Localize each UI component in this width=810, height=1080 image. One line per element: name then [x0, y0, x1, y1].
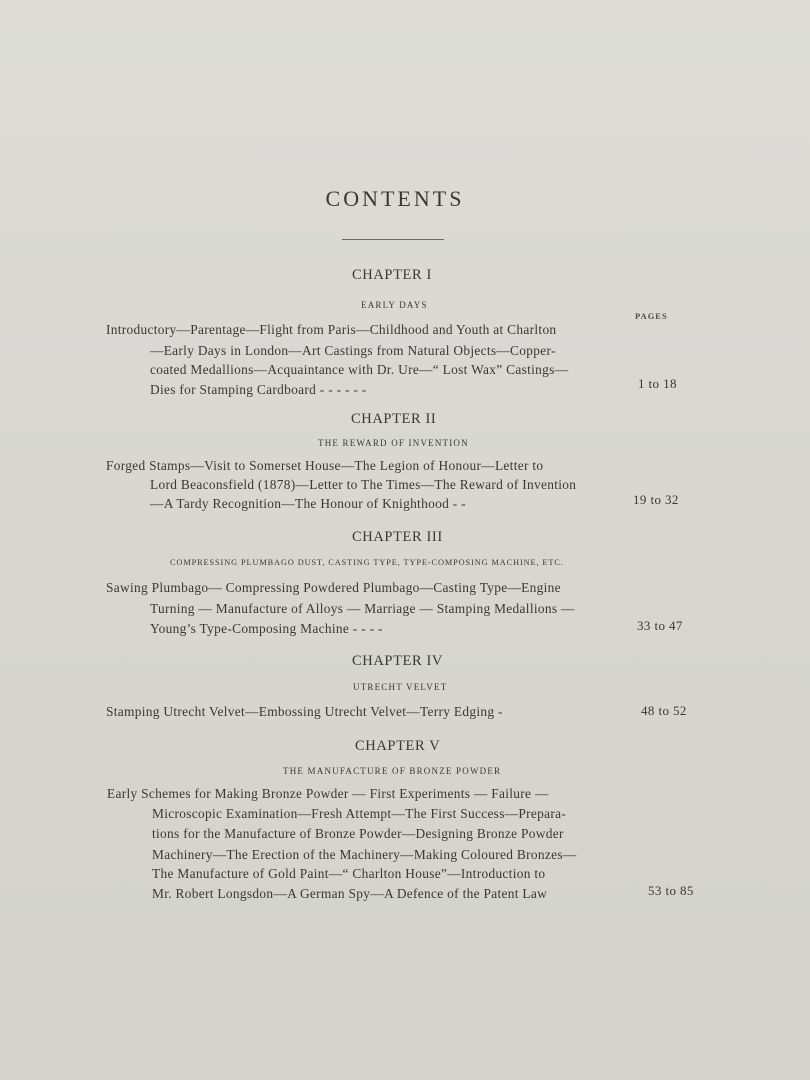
chapter-4-title: UTRECHT VELVET	[353, 682, 448, 692]
chapter-5-line-4: Machinery—The Erection of the Machinery—Making Coloured Bronzes—	[152, 847, 577, 862]
chapter-3-pages: 33 to 47	[637, 618, 683, 633]
chapter-1-line-4: Dies for Stamping Cardboard - - - - - -	[150, 382, 367, 397]
chapter-1-title: EARLY DAYS	[361, 300, 428, 310]
chapter-3-line-1: Sawing Plumbago— Compressing Powdered Plumbago—Casting Type—Engine	[106, 580, 561, 595]
heading-rule	[342, 239, 444, 240]
chapter-1-pages: 1 to 18	[638, 376, 677, 391]
chapter-3-line-2: Turning — Manufacture of Alloys — Marriage — Stamping Medallions —	[150, 601, 575, 616]
chapter-4-pages: 48 to 52	[641, 703, 687, 718]
chapter-5-pages: 53 to 85	[648, 883, 694, 898]
chapter-2-line-1: Forged Stamps—Visit to Somerset House—The Legion of Honour—Letter to	[106, 458, 544, 473]
chapter-4-line-1: Stamping Utrecht Velvet—Embossing Utrecht Velvet—Terry Edging -	[106, 704, 503, 719]
chapter-4-heading: CHAPTER IV	[352, 653, 443, 669]
chapter-1-line-2: —Early Days in London—Art Castings from Natural Objects—Copper-	[150, 343, 556, 358]
chapter-2-line-3: —A Tardy Recognition—The Honour of Knighthood - -	[150, 496, 466, 511]
chapter-2-pages: 19 to 32	[633, 492, 679, 507]
chapter-5-heading: CHAPTER V	[355, 738, 441, 754]
chapter-5-line-6: Mr. Robert Longsdon—A German Spy—A Defence of the Patent Law	[152, 886, 548, 901]
chapter-2-title: THE REWARD OF INVENTION	[318, 438, 469, 448]
chapter-5-line-3: tions for the Manufacture of Bronze Powder—Designing Bronze Powder	[152, 826, 564, 841]
chapter-3-line-3: Young’s Type-Composing Machine - - - -	[150, 621, 383, 636]
chapter-5-line-1: Early Schemes for Making Bronze Powder — First Experiments — Failure —	[107, 786, 549, 801]
chapter-1-line-1: Introductory—Parentage—Flight from Paris—Childhood and Youth at Charlton	[106, 322, 557, 337]
chapter-1-heading: CHAPTER I	[352, 267, 432, 283]
chapter-2-line-2: Lord Beaconsfield (1878)—Letter to The Times—The Reward of Invention	[150, 477, 577, 492]
contents-heading: CONTENTS	[325, 186, 465, 211]
chapter-2-heading: CHAPTER II	[351, 411, 437, 427]
chapter-1-line-3: coated Medallions—Acquaintance with Dr. Ure—“ Lost Wax” Castings—	[150, 362, 569, 377]
chapter-5-line-5: The Manufacture of Gold Paint—“ Charlton House”—Introduction to	[152, 866, 546, 881]
chapter-3-heading: CHAPTER III	[352, 529, 443, 545]
chapter-5-title: THE MANUFACTURE OF BRONZE POWDER	[283, 766, 502, 776]
pages-column-label: PAGES	[635, 311, 668, 321]
chapter-5-line-2: Microscopic Examination—Fresh Attempt—The First Success—Prepara-	[152, 806, 567, 821]
chapter-3-title: COMPRESSING PLUMBAGO DUST, CASTING TYPE, TYPE-COMPOSING MACHINE, ETC.	[170, 558, 564, 567]
